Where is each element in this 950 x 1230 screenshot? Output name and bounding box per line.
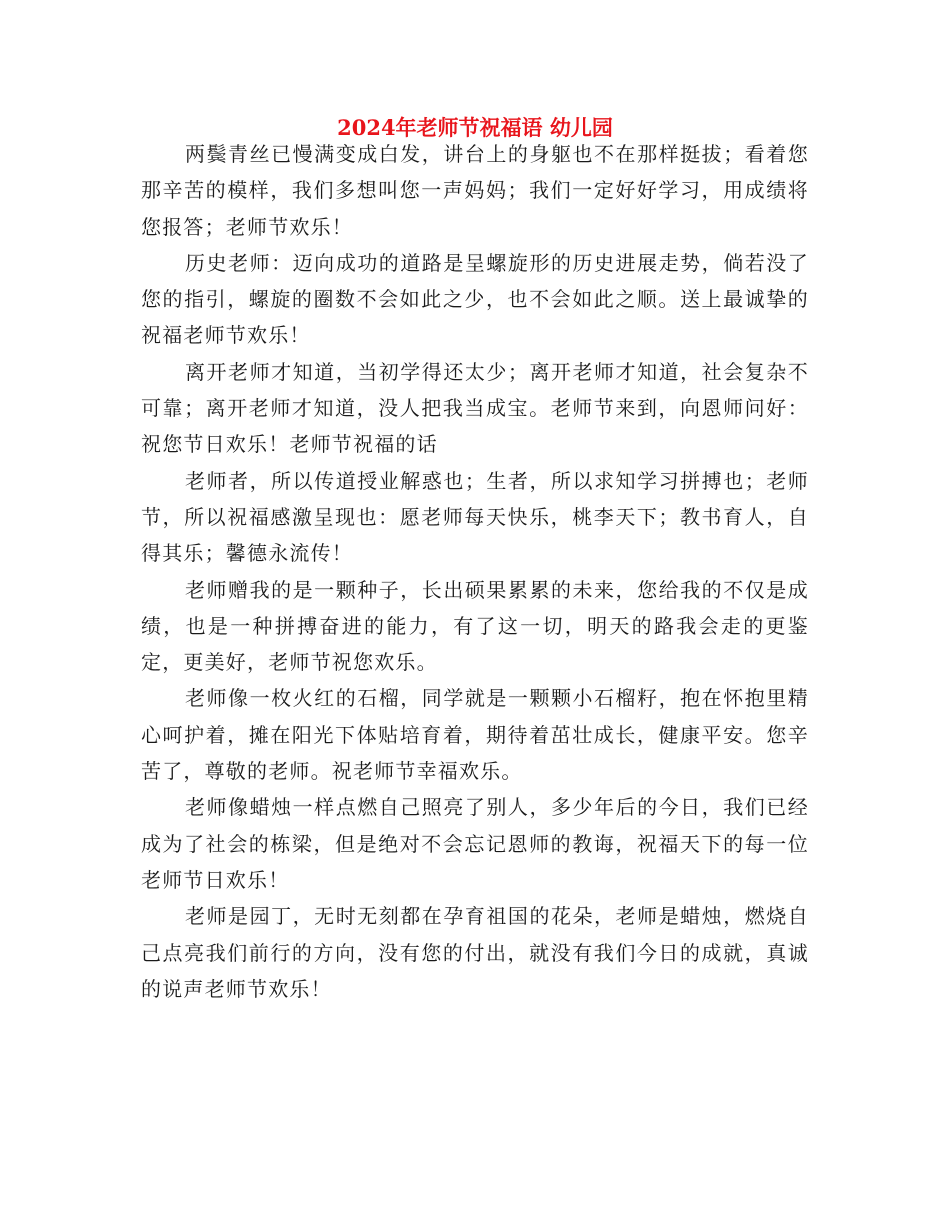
paragraph: 老师是园丁，无时无刻都在孕育祖国的花朵，老师是蜡烛，燃烧自己点亮我们前行的方向，没有您的付出，就没有我们今日的成就，真诚的说声老师节欢乐！: [141, 904, 809, 1001]
document-title: 2024年老师节祝福语 幼儿园: [337, 115, 613, 140]
paragraph: 历史老师：迈向成功的道路是呈螺旋形的历史进展走势，倘若没了您的指引，螺旋的圈数不会如此之少，也不会如此之顺。送上最诚挚的祝福老师节欢乐！: [141, 250, 809, 348]
paragraph: 老师像蜡烛一样点燃自己照亮了别人，多少年后的今日，我们已经成为了社会的栋梁，但是绝对不会忘记恩师的教诲，祝福天下的每一位老师节日欢乐！: [141, 795, 809, 892]
paragraph: 老师赠我的是一颗种子，长出硕果累累的未来，您给我的不仅是成绩，也是一种拼搏奋进的能力，有了这一切，明天的路我会走的更鉴定，更美好，老师节祝您欢乐。: [141, 577, 809, 675]
paragraph: 离开老师才知道，当初学得还太少；离开老师才知道，社会复杂不可靠；离开老师才知道，没人把我当成宝。老师节来到，向恩师问好：祝您节日欢乐！老师节祝福的话: [141, 359, 809, 457]
paragraph: 老师像一枚火红的石榴，同学就是一颗颗小石榴籽，抱在怀抱里精心呵护着，摊在阳光下体贴培育着，期待着茁壮成长，健康平安。您辛苦了，尊敬的老师。祝老师节幸福欢乐。: [141, 686, 809, 784]
document-body: [141, 136, 809, 1007]
paragraph: 老师者，所以传道授业解惑也；生者，所以求知学习拼搏也；老师节，所以祝福感激呈现也：愿老师每天快乐，桃李天下；教书育人，自得其乐；馨德永流传！: [141, 468, 809, 566]
paragraph: 两鬓青丝已慢满变成白发，讲台上的身躯也不在那样挺拔；看着您那辛苦的模样，我们多想叫您一声妈妈；我们一定好好学习，用成绩将您报答；老师节欢乐！: [141, 142, 809, 239]
